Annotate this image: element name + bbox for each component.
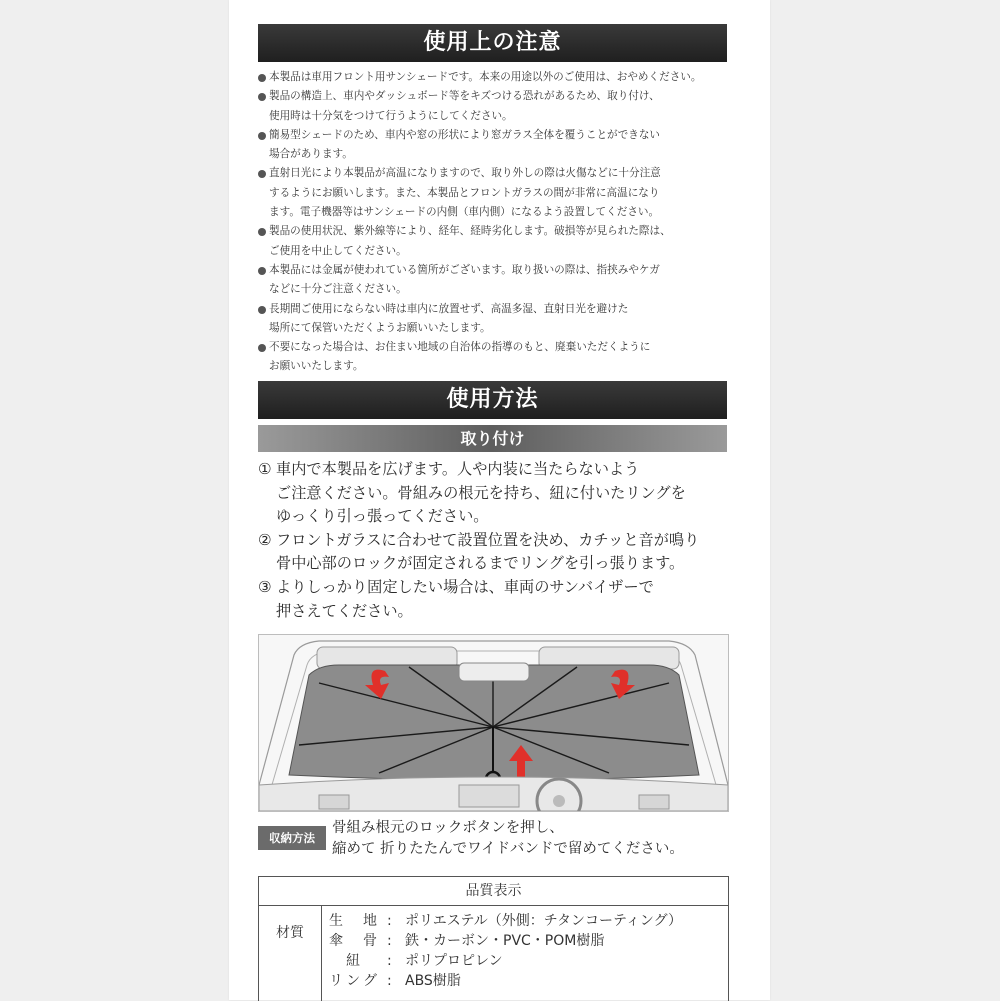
- material-row: 紐 : ポリプロピレン: [346, 953, 503, 969]
- caution-item: 不要になった場合は、お住まい地域の自治体の指導のもと、廃棄いただくように お願いいたします。: [258, 338, 727, 377]
- bullet-icon: [258, 93, 266, 101]
- caution-item: 製品の使用状況、紫外線等により、経年、経時劣化します。破損等が見られた際は、 ご使用を中止してください。: [258, 222, 727, 261]
- step-3: ③ よりしっかり固定したい場合は、車両のサンバイザーで 押さえてください。: [258, 577, 654, 620]
- caution-item: 直射日光により本製品が高温になりますので、取り外しの際は火傷などに十分注意 するようにお願いします。また、本製品とフロントガラスの間が非常に高温になり ます。電子機器等はサンシェードの内側（車内側）になるよう設置してください。: [258, 164, 727, 222]
- quality-table: [258, 876, 729, 1001]
- installation-steps: [258, 458, 727, 623]
- material-row: 傘 骨 : 鉄・カーボン・PVC・POM樹脂: [329, 933, 605, 949]
- caution-item: 製品の構造上、車内やダッシュボード等をキズつける恐れがあるため、取り付け、 使用時は十分気をつけて行うようにしてください。: [258, 87, 727, 126]
- caution-item: 長期間ご使用にならない時は車内に放置せず、高温多湿、直射日光を避けた 場所にて保管いただくようお願いいたします。: [258, 300, 727, 339]
- bullet-icon: [258, 306, 266, 314]
- step-1: ① 車内で本製品を広げます。人や内装に当たらないよう ご注意ください。骨組みの根元を持ち、紐に付いたリングを ゆっくり引っ張ってください。: [258, 460, 686, 526]
- bullet-icon: [258, 267, 266, 275]
- car-windshield-illustration: [259, 635, 728, 811]
- caution-item: 本製品は車用フロント用サンシェードです。本来の用途以外のご使用は、おやめください。: [258, 68, 727, 87]
- installation-subheading: 取り付け: [258, 425, 727, 452]
- bullet-icon: [258, 74, 266, 82]
- caution-list: [258, 68, 727, 377]
- caution-item: 本製品には金属が使われている箇所がございます。取り扱いの際は、指挟みやケガ などに十分ご注意ください。: [258, 261, 727, 300]
- bullet-icon: [258, 132, 266, 140]
- rearview-mirror: [459, 663, 529, 681]
- material-row: 生 地 : ポリエステル（外側：チタンコーティング）: [329, 913, 683, 929]
- material-rows: [329, 911, 729, 991]
- step-2: ② フロントガラスに合わせて設置位置を決め、カチッと音が鳴り 骨中心部のロックが固定されるまでリングを引っ張ります。: [258, 530, 700, 573]
- storage-text: 骨組み根元のロックボタンを押し、 縮めて 折りたたんでワイドバンドで留めてください。: [332, 820, 684, 857]
- usage-heading: 使用方法: [258, 381, 727, 419]
- storage-tag: 収納方法: [258, 826, 326, 850]
- material-row: リング : ABS樹脂: [329, 973, 461, 989]
- bullet-icon: [258, 344, 266, 352]
- caution-item: 簡易型シェードのため、車内や窓の形状により窓ガラス全体を覆うことができない 場合があります。: [258, 126, 727, 165]
- bullet-icon: [258, 228, 266, 236]
- caution-heading: 使用上の注意: [258, 24, 727, 62]
- bullet-icon: [258, 170, 266, 178]
- instruction-sheet: [229, 0, 770, 1000]
- material-label: 材質: [259, 906, 322, 1001]
- quality-title: 品質表示: [259, 877, 728, 906]
- installation-illustration: [258, 634, 729, 812]
